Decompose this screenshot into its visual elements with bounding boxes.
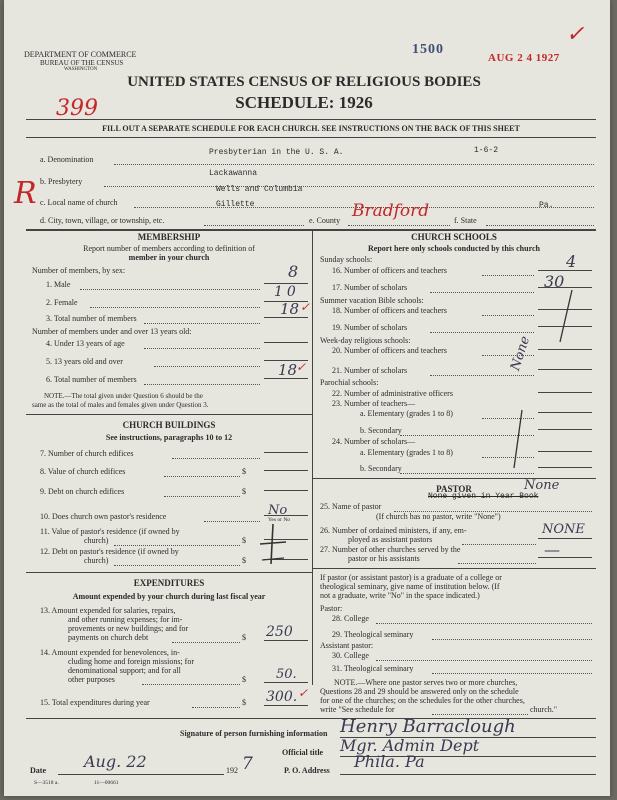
strike-mark — [256, 520, 290, 568]
pastor-name-typed: None given in Year Book — [428, 492, 539, 501]
q30-label: 30. College — [332, 651, 369, 660]
weekday-label: Week-day religious schools: — [320, 336, 411, 345]
bureau-name: BUREAU OF THE CENSUS — [40, 59, 124, 67]
pastor-label: Pastor: — [320, 604, 343, 613]
form-title: UNITED STATES CENSUS OF RELIGIOUS BODIES — [127, 74, 481, 90]
address-label: P. O. Address — [284, 766, 330, 775]
state-value: Pa. — [539, 201, 554, 210]
date-value: Aug. 22 — [84, 752, 147, 771]
pastor-note-2: Questions 28 and 29 should be answered only on the schedule — [320, 687, 519, 696]
presbytery-label: b. Presbytery — [40, 177, 83, 186]
q26-label-1: 26. Number of ordained ministers, if any, em- — [320, 526, 467, 535]
denomination-value: Presbyterian in the U. S. A. — [209, 148, 344, 157]
schools-none-mark: None — [508, 334, 534, 373]
official-title-label: Official title — [282, 748, 324, 757]
q13-label-2: and other running expenses; for im- — [68, 615, 183, 624]
membership-note-1: NOTE.—The total given under Question 6 should be the — [44, 392, 203, 400]
q7-label: 7. Number of church edifices — [40, 449, 134, 458]
q25-label: 25. Name of pastor — [320, 502, 382, 511]
q3-label: 3. Total number of members — [46, 314, 137, 323]
q24-label: 24. Number of scholars— — [332, 437, 416, 446]
city-name: WASHINGTON — [64, 67, 98, 72]
q15-label: 15. Total expenditures during year — [40, 698, 150, 707]
q21-label: 21. Number of scholars — [332, 366, 408, 375]
code-value: 1-6-2 — [474, 146, 499, 155]
q8-dollar: $ — [242, 467, 246, 476]
q14-label-4: other purposes — [68, 675, 115, 684]
q12-label-2: church) — [84, 556, 109, 565]
q14-dollar: $ — [242, 675, 246, 684]
city-label: d. City, town, village, or township, etc. — [40, 216, 165, 225]
expenditures-intro: Amount expended by your church during last fiscal year — [72, 592, 266, 601]
parochial-label: Parochial schools: — [320, 378, 379, 387]
q15-answer: 300. — [266, 689, 298, 705]
q23-label: 23. Number of teachers— — [332, 399, 416, 408]
schools-intro: Report here only schools conducted by this church — [368, 244, 540, 253]
q27-label-1: 27. Number of other churches served by the — [320, 545, 461, 554]
assistant-label: Assistant pastor: — [320, 641, 374, 650]
print-number: 11—00661 — [94, 780, 119, 786]
pastor-name-hand: None — [524, 478, 560, 493]
q24a-label: a. Elementary (grades 1 to 8) — [360, 448, 453, 457]
pastor-note-4: write "See schedule for — [320, 705, 395, 714]
grad-note-1: If pastor (or assistant pastor) is a graduate of a college or — [320, 573, 502, 582]
local-name-label: c. Local name of church — [40, 198, 118, 207]
q1-answer: 8 — [288, 262, 299, 281]
address-value: Phila. Pa — [354, 752, 425, 771]
check-icon: ✓ — [296, 360, 307, 374]
q4-label: 4. Under 13 years of age — [46, 339, 125, 348]
members-by-age-label: Number of members under and over 13 years old: — [32, 327, 192, 336]
q14-label-1: 14. Amount expended for benevolences, in- — [40, 648, 180, 657]
q3-answer: 18 — [280, 300, 300, 318]
q16-label: 16. Number of officers and teachers — [332, 266, 447, 275]
q27-label-2: pastor or his assistants — [348, 554, 420, 563]
q8-label: 8. Value of church edifices — [40, 467, 126, 476]
q16-answer: 4 — [566, 252, 577, 271]
q2-answer: 10 — [274, 284, 300, 300]
membership-intro-1: Report number of members according to definition of — [83, 244, 255, 253]
q10-answer: No — [268, 503, 288, 518]
check-icon: ✓ — [300, 300, 311, 314]
signature-value: Henry Barraclough — [340, 716, 516, 737]
grad-note-3: not a graduate, write "No" in the space indicated.) — [320, 591, 480, 600]
buildings-heading: CHURCH BUILDINGS — [122, 420, 216, 430]
q22-label: 22. Number of administrative officers — [332, 389, 453, 398]
sunday-label: Sunday schools: — [320, 255, 373, 264]
form-subtitle: SCHEDULE: 1926 — [235, 93, 373, 112]
q26-label-2: ployed as assistant pastors — [348, 535, 433, 544]
form-number: S—3518 a. — [34, 780, 59, 786]
membership-intro-2: member in your church — [128, 253, 210, 262]
presbytery-value: Lackawanna — [209, 169, 258, 178]
stamp-date: AUG 2 4 1927 — [488, 52, 560, 64]
instruction-line: FILL OUT A SEPARATE SCHEDULE FOR EACH CHURCH. SEE INSTRUCTIONS ON THE BACK OF THIS SHEET — [102, 124, 520, 133]
q23b-label: b. Secondary — [360, 426, 402, 435]
q23a-label: a. Elementary (grades 1 to 8) — [360, 409, 453, 418]
q20-label: 20. Number of officers and teachers — [332, 346, 447, 355]
q1-label: 1. Male — [46, 280, 71, 289]
q14-answer: 50. — [276, 667, 297, 682]
q24b-label: b. Secondary — [360, 464, 402, 473]
q18-label: 18. Number of officers and teachers — [332, 306, 447, 315]
pastor-note-5: church." — [530, 705, 558, 714]
q29-label: 29. Theological seminary — [332, 630, 414, 639]
pastor-heading: PASTOR — [436, 484, 472, 494]
check-icon: ✓ — [298, 686, 309, 700]
q6-label: 6. Total number of members — [46, 375, 137, 384]
r-mark: R — [14, 176, 37, 211]
census-schedule-form — [4, 0, 610, 796]
expenditures-heading: EXPENDITURES — [133, 578, 205, 588]
q11-label-2: church) — [84, 536, 109, 545]
q11-label-1: 11. Value of pastor's residence (if owned by — [40, 527, 180, 536]
q19-label: 19. Number of scholars — [332, 323, 408, 332]
q17-answer: 30 — [544, 272, 565, 291]
q13-label-1: 13. Amount expended for salaries, repairs, — [40, 606, 176, 615]
stamp-number: 1500 — [412, 42, 444, 57]
q9-dollar: $ — [242, 487, 246, 496]
year-prefix: 192 — [226, 766, 238, 775]
q6-answer: 18 — [278, 361, 298, 379]
denomination-label: a. Denomination — [40, 155, 94, 164]
q10-label: 10. Does church own pastor's residence — [40, 512, 167, 521]
q13-label-3: provements or new buildings; and for — [68, 624, 189, 633]
pastor-note-3: for one of the churches; on the schedules for the other churches, — [320, 696, 525, 705]
q14-label-3: denominational support; and for all — [68, 666, 181, 675]
q26-answer: NONE — [542, 522, 585, 537]
pastor-note-1: NOTE.—Where one pastor serves two or more churches, — [334, 678, 518, 687]
county-label: e. County — [309, 216, 341, 225]
q15-dollar: $ — [242, 698, 246, 707]
q13-dollar: $ — [242, 633, 246, 642]
q17-label: 17. Number of scholars — [332, 283, 408, 292]
q12-dollar: $ — [242, 556, 246, 565]
schools-heading: CHURCH SCHOOLS — [411, 232, 497, 242]
q28-label: 28. College — [332, 614, 369, 623]
q13-answer: 250 — [266, 624, 293, 640]
summer-label: Summer vacation Bible schools: — [320, 296, 424, 305]
q5-label: 5. 13 years old and over — [46, 357, 123, 366]
county-value: Bradford — [352, 201, 430, 221]
q11-dollar: $ — [242, 536, 246, 545]
city-value: Gillette — [216, 200, 255, 209]
check-icon: ✓ — [566, 22, 585, 47]
q31-label: 31. Theological seminary — [332, 664, 414, 673]
members-by-sex-label: Number of members, by sex: — [32, 266, 126, 275]
q9-label: 9. Debt on church edifices — [40, 487, 125, 496]
q13-label-4: payments on church debt — [68, 633, 149, 642]
official-title-value: Mgr. Admin Dept — [340, 736, 480, 755]
schools-dash-marks — [510, 286, 590, 476]
yes-or-no-hint: Yes or No — [268, 517, 291, 523]
dept-name: DEPARTMENT OF COMMERCE — [24, 50, 137, 59]
handwritten-number: 399 — [56, 96, 98, 121]
local-name-value: Wells and Columbia — [216, 185, 303, 194]
year-suffix: 7 — [242, 754, 253, 774]
q27-answer: — — [544, 540, 560, 559]
date-label: Date — [30, 766, 46, 775]
q25-note: (If church has no pastor, write "None") — [376, 512, 501, 521]
buildings-intro: See instructions, paragraphs 10 to 12 — [105, 433, 233, 442]
state-label: f. State — [454, 216, 477, 225]
membership-heading: MEMBERSHIP — [137, 232, 201, 242]
grad-note-2: theological seminary, give name of institution below. (If — [320, 582, 500, 591]
q12-label-1: 12. Debt on pastor's residence (if owned by — [40, 547, 179, 556]
q14-label-2: cluding home and foreign missions; for — [68, 657, 194, 666]
membership-note-2: same as the total of males and females given under Question 3. — [32, 401, 209, 409]
signature-label: Signature of person furnishing information — [180, 729, 328, 738]
q2-label: 2. Female — [46, 298, 78, 307]
